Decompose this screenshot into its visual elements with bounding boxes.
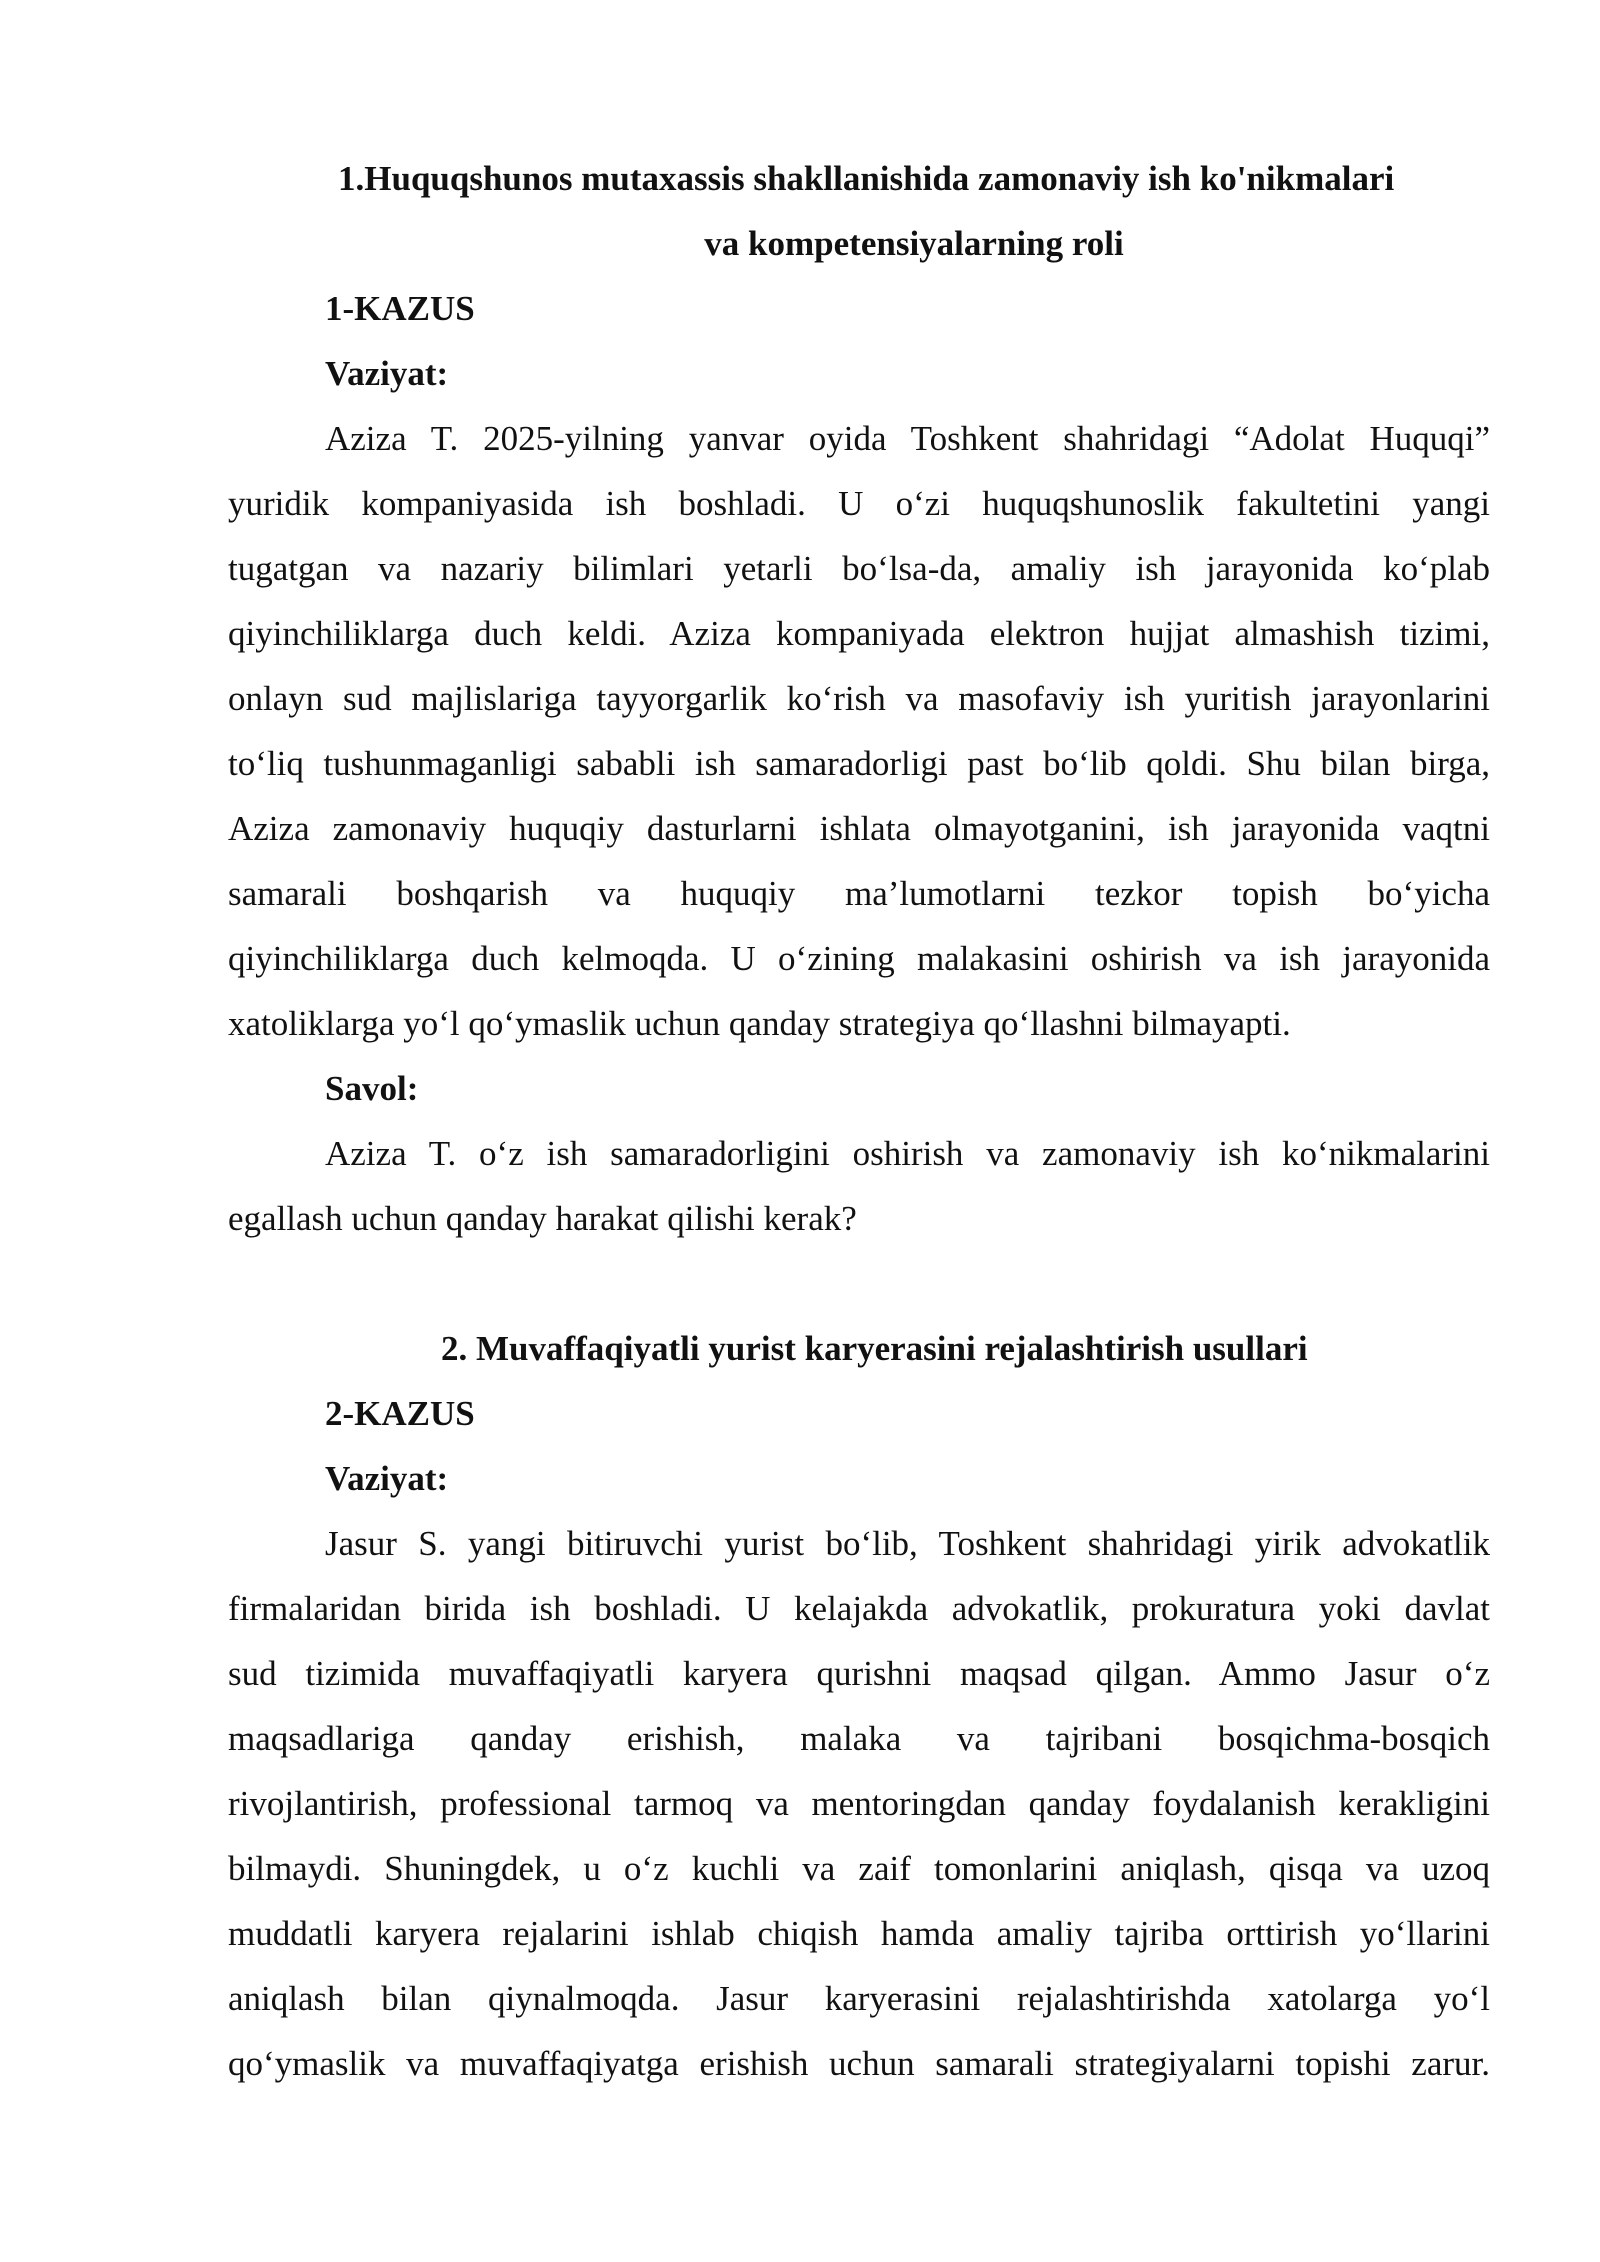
kazus-1-heading: 1-KAZUS [325,289,475,328]
section-2-title: 2. Muvaffaqiyatli yurist karyerasini rejalashtirish usullari [441,1329,1308,1368]
vaziyat-1-line: qiyinchiliklarga duch keldi. Aziza kompaniyada elektron hujjat almashish tizimi, [228,614,1490,653]
vaziyat-2-label: Vaziyat: [325,1459,449,1498]
vaziyat-2-line: qo‘ymaslik va muvaffaqiyatga erishish uchun samarali strategiyalarni topishi zarur. [228,2044,1490,2083]
vaziyat-1-line: Aziza zamonaviy huquqiy dasturlarni ishlata olmayotganini, ish jarayonida vaqtni [228,809,1490,848]
section-spacer [228,1251,1490,1316]
vaziyat-1-line: tugatgan va nazariy bilimlari yetarli bo‘lsa-da, amaliy ish jarayonida ko‘plab [228,549,1490,588]
vaziyat-2-line: rivojlantirish, professional tarmoq va mentoringdan qanday foydalanish kerakligini [228,1784,1490,1823]
vaziyat-1-label: Vaziyat: [325,354,449,393]
vaziyat-2-line: bilmaydi. Shuningdek, u o‘z kuchli va zaif tomonlarini aniqlash, qisqa va uzoq [228,1849,1490,1888]
vaziyat-2-line: Jasur S. yangi bitiruvchi yurist bo‘lib, Toshkent shahridagi yirik advokatlik [325,1524,1490,1563]
section-1-title-line-1: 1.Huquqshunos mutaxassis shakllanishida zamonaviy ish ko'nikmalari [338,159,1395,198]
section-1-title-line-2: va kompetensiyalarning roli [704,224,1124,263]
vaziyat-1-line: to‘liq tushunmaganligi sababli ish samaradorligi past bo‘lib qoldi. Shu bilan birga, [228,744,1490,783]
savol-1-label: Savol: [325,1069,419,1108]
vaziyat-2-line: muddatli karyera rejalarini ishlab chiqish hamda amaliy tajriba orttirish yo‘llarini [228,1914,1490,1953]
savol-1-line: Aziza T. o‘z ish samaradorligini oshirish va zamonaviy ish ko‘nikmalarini [325,1134,1490,1173]
vaziyat-1-line-last: xatoliklarga yo‘l qo‘ymaslik uchun qanday strategiya qo‘llashni bilmayapti. [228,1004,1291,1043]
vaziyat-1-line: onlayn sud majlislariga tayyorgarlik ko‘rish va masofaviy ish yuritish jarayonlarini [228,679,1490,718]
vaziyat-2-line: aniqlash bilan qiynalmoqda. Jasur karyerasini rejalashtirishda xatolarga yo‘l [228,1979,1490,2018]
document-content [228,146,1490,2096]
vaziyat-2-line: maqsadlariga qanday erishish, malaka va tajribani bosqichma-bosqich [228,1719,1490,1758]
vaziyat-1-line: yuridik kompaniyasida ish boshladi. U o‘zi huquqshunoslik fakultetini yangi [228,484,1490,523]
vaziyat-2-line: firmalaridan birida ish boshladi. U kelajakda advokatlik, prokuratura yoki davlat [228,1589,1490,1628]
vaziyat-1-line: Aziza T. 2025-yilning yanvar oyida Toshkent shahridagi “Adolat Huquqi” [325,419,1490,458]
vaziyat-1-line: samarali boshqarish va huquqiy ma’lumotlarni tezkor topish bo‘yicha [228,874,1490,913]
kazus-2-heading: 2-KAZUS [325,1394,475,1433]
vaziyat-1-line: qiyinchiliklarga duch kelmoqda. U o‘zining malakasini oshirish va ish jarayonida [228,939,1490,978]
vaziyat-2-line: sud tizimida muvaffaqiyatli karyera qurishni maqsad qilgan. Ammo Jasur o‘z [228,1654,1490,1693]
savol-1-line-last: egallash uchun qanday harakat qilishi kerak? [228,1199,857,1238]
